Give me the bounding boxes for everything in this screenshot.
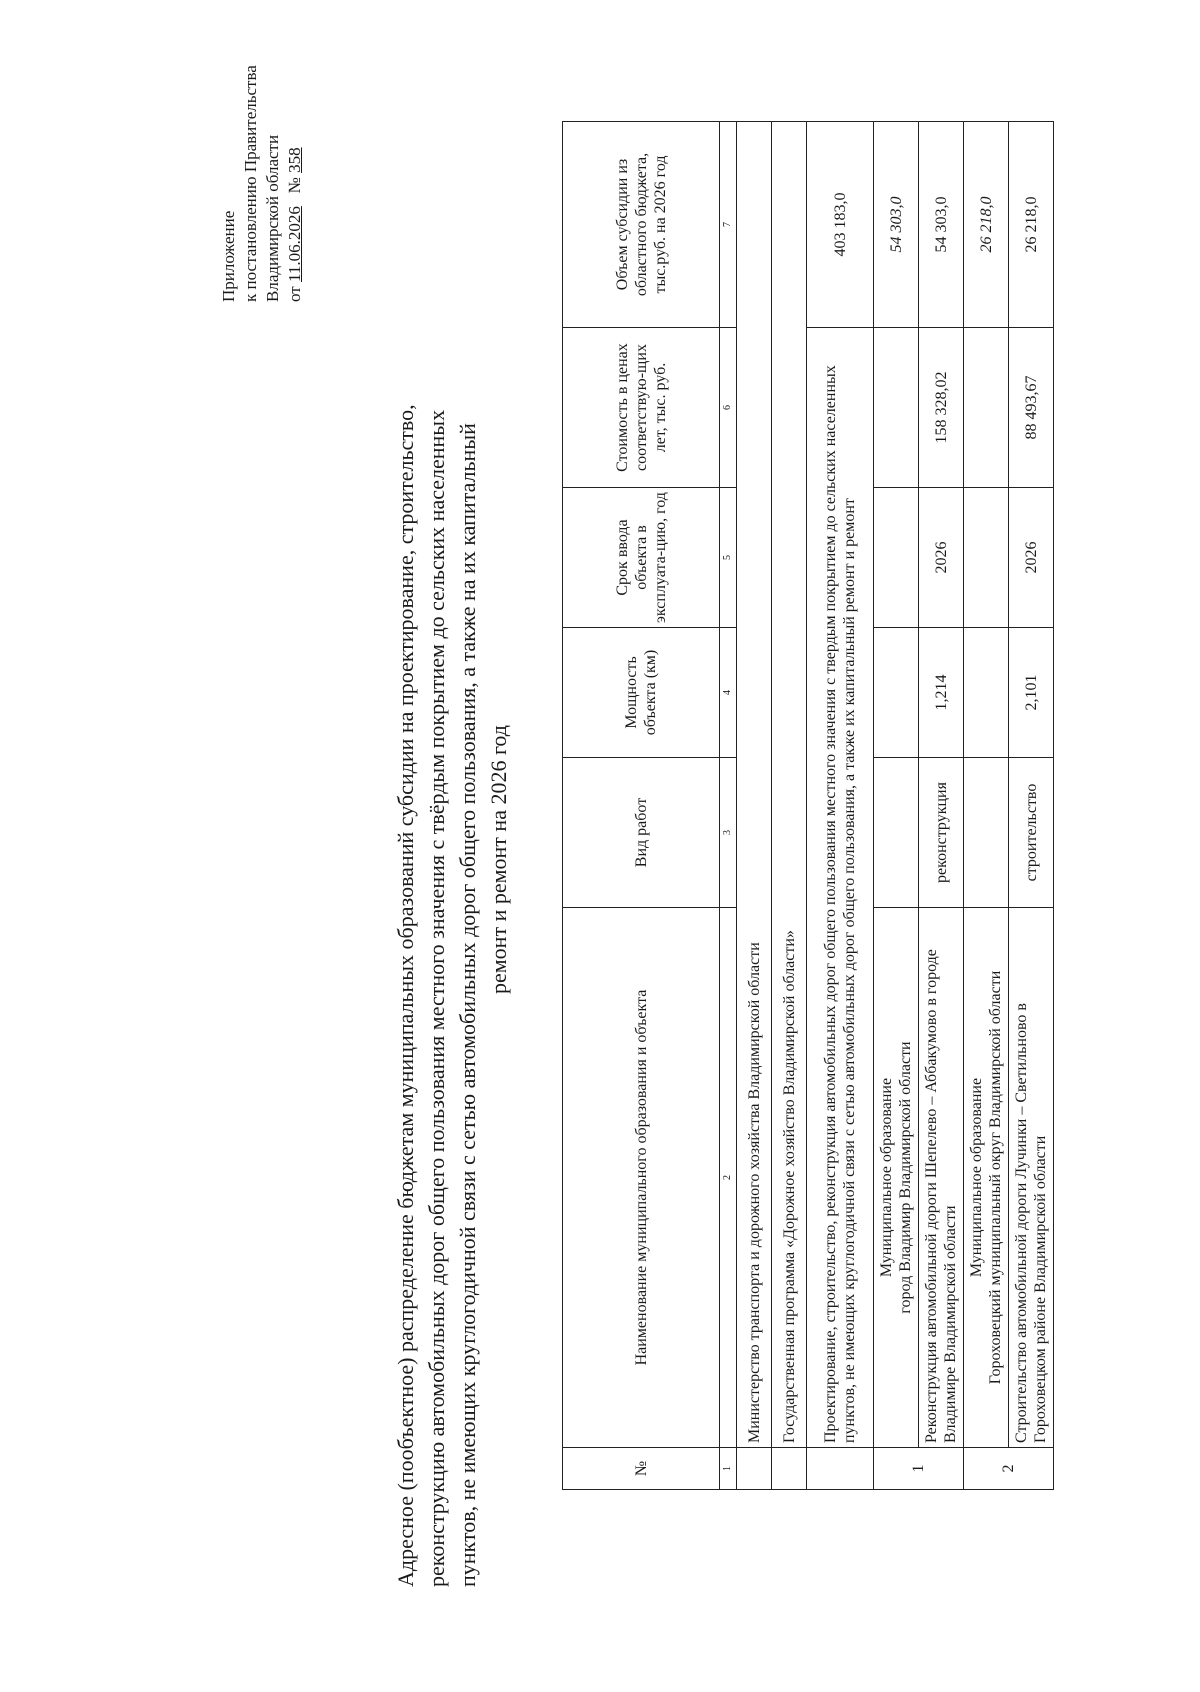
municipality-title: город Владимир Владимирской области (897, 1041, 914, 1314)
object-capacity: 2,101 (1009, 628, 1054, 758)
appendix-decree: к постановлению Правительства (241, 65, 260, 302)
empty-cell (772, 1448, 807, 1490)
decree-number: 358 (285, 147, 304, 173)
index-cell: 6 (720, 328, 737, 488)
empty-cell (874, 628, 919, 758)
empty-cell (874, 328, 919, 488)
index-cell: 1 (720, 1448, 737, 1490)
row-number: 1 (874, 1448, 964, 1490)
title-line-3: пунктов, не имеющих круглогодичной связи с сетью автомобильных дорог общего пользования, а также на их капитальный (455, 423, 480, 1587)
municipality-name (874, 908, 919, 1448)
header-num: № (563, 1448, 720, 1490)
ministry-row (737, 122, 772, 1490)
object-row (1009, 122, 1054, 1490)
object-name: Реконструкция автомобильной дороги Шепелево – Аббакумово в городе Владимире Владимирской области (919, 908, 964, 1448)
document-title (390, 132, 514, 1587)
appendix-date-line (284, 22, 306, 302)
program-name: Государственная программа «Дорожное хозяйство Владимирской области» (772, 122, 807, 1448)
subsidy-volume: 26 218,0 (1009, 122, 1054, 328)
index-cell: 5 (720, 488, 737, 628)
work-type: строительство (1009, 758, 1054, 908)
municipality-volume: 54 303,0 (874, 122, 919, 328)
date-prefix: от (285, 286, 304, 302)
header-cost: Стоимость в ценах соответствую-щих лет, тыс. руб. (563, 328, 720, 488)
object-row (919, 122, 964, 1490)
ministry-name: Министерство транспорта и дорожного хозяйства Владимирской области (737, 122, 772, 1448)
header-volume: Объем субсидии из областного бюджета, тыс.руб. на 2026 год (563, 122, 720, 328)
number-prefix: № (285, 177, 304, 194)
empty-cell (964, 628, 1009, 758)
object-cost: 88 493,67 (1009, 328, 1054, 488)
activity-text: Проектирование, строительство, реконструкция автомобильных дорог общего пользования местного значения с твердым покрытием до сельских населенных пунктов, не имеющих круглогодичной связи с сетью автомобильных дорог общего пользования, а также их капитальный ремонт и ремонт (807, 328, 874, 1448)
activity-volume: 403 183,0 (807, 122, 874, 328)
header-work: Вид работ (563, 758, 720, 908)
index-cell: 7 (720, 122, 737, 328)
index-row (720, 122, 737, 1490)
row-number: 2 (964, 1448, 1054, 1490)
index-cell: 3 (720, 758, 737, 908)
appendix-region: Владимирской области (263, 134, 282, 302)
title-line-1: Адресное (пообъектное) распределение бюджетам муниципальных образований субсидии на проектирование, строительство, (393, 404, 418, 1587)
subsidy-volume: 54 303,0 (919, 122, 964, 328)
empty-cell (874, 758, 919, 908)
municipality-volume: 26 218,0 (964, 122, 1009, 328)
header-row (563, 122, 720, 1490)
commission-year: 2026 (919, 488, 964, 628)
index-cell: 2 (720, 908, 737, 1448)
title-line-4: ремонт и ремонт на 2026 год (486, 725, 511, 994)
header-name: Наименование муниципального образования и объекта (563, 908, 720, 1448)
activity-row (807, 122, 874, 1490)
object-cost: 158 328,02 (919, 328, 964, 488)
municipality-label: Муниципальное образование (968, 1077, 985, 1278)
municipality-title: Гороховецкий муниципальный округ Владимирской области (987, 970, 1004, 1385)
municipality-name (964, 908, 1009, 1448)
empty-cell (807, 1448, 874, 1490)
header-capacity: Мощность объекта (км) (563, 628, 720, 758)
object-capacity: 1,214 (919, 628, 964, 758)
municipality-row (874, 122, 919, 1490)
empty-cell (874, 488, 919, 628)
object-name: Строительство автомобильной дороги Лучинки – Светильново в Гороховецком районе Владимирской области (1009, 908, 1054, 1448)
program-row (772, 122, 807, 1490)
empty-cell (964, 488, 1009, 628)
empty-cell (964, 758, 1009, 908)
commission-year: 2026 (1009, 488, 1054, 628)
appendix-header (218, 22, 306, 302)
empty-cell (964, 328, 1009, 488)
decree-date: 11.06.2026 (285, 206, 304, 283)
empty-cell (737, 1448, 772, 1490)
municipality-row (964, 122, 1009, 1490)
title-line-2: реконструкцию автомобильных дорог общего пользования местного значения с твёрдым покрытием до сельских населенных (424, 409, 449, 1587)
subsidy-table (562, 121, 1054, 1490)
appendix-title: Приложение (219, 210, 238, 302)
index-cell: 4 (720, 628, 737, 758)
municipality-label: Муниципальное образование (878, 1077, 895, 1278)
header-term: Срок ввода объекта в эксплуата-цию, год (563, 488, 720, 628)
work-type: реконструкция (919, 758, 964, 908)
